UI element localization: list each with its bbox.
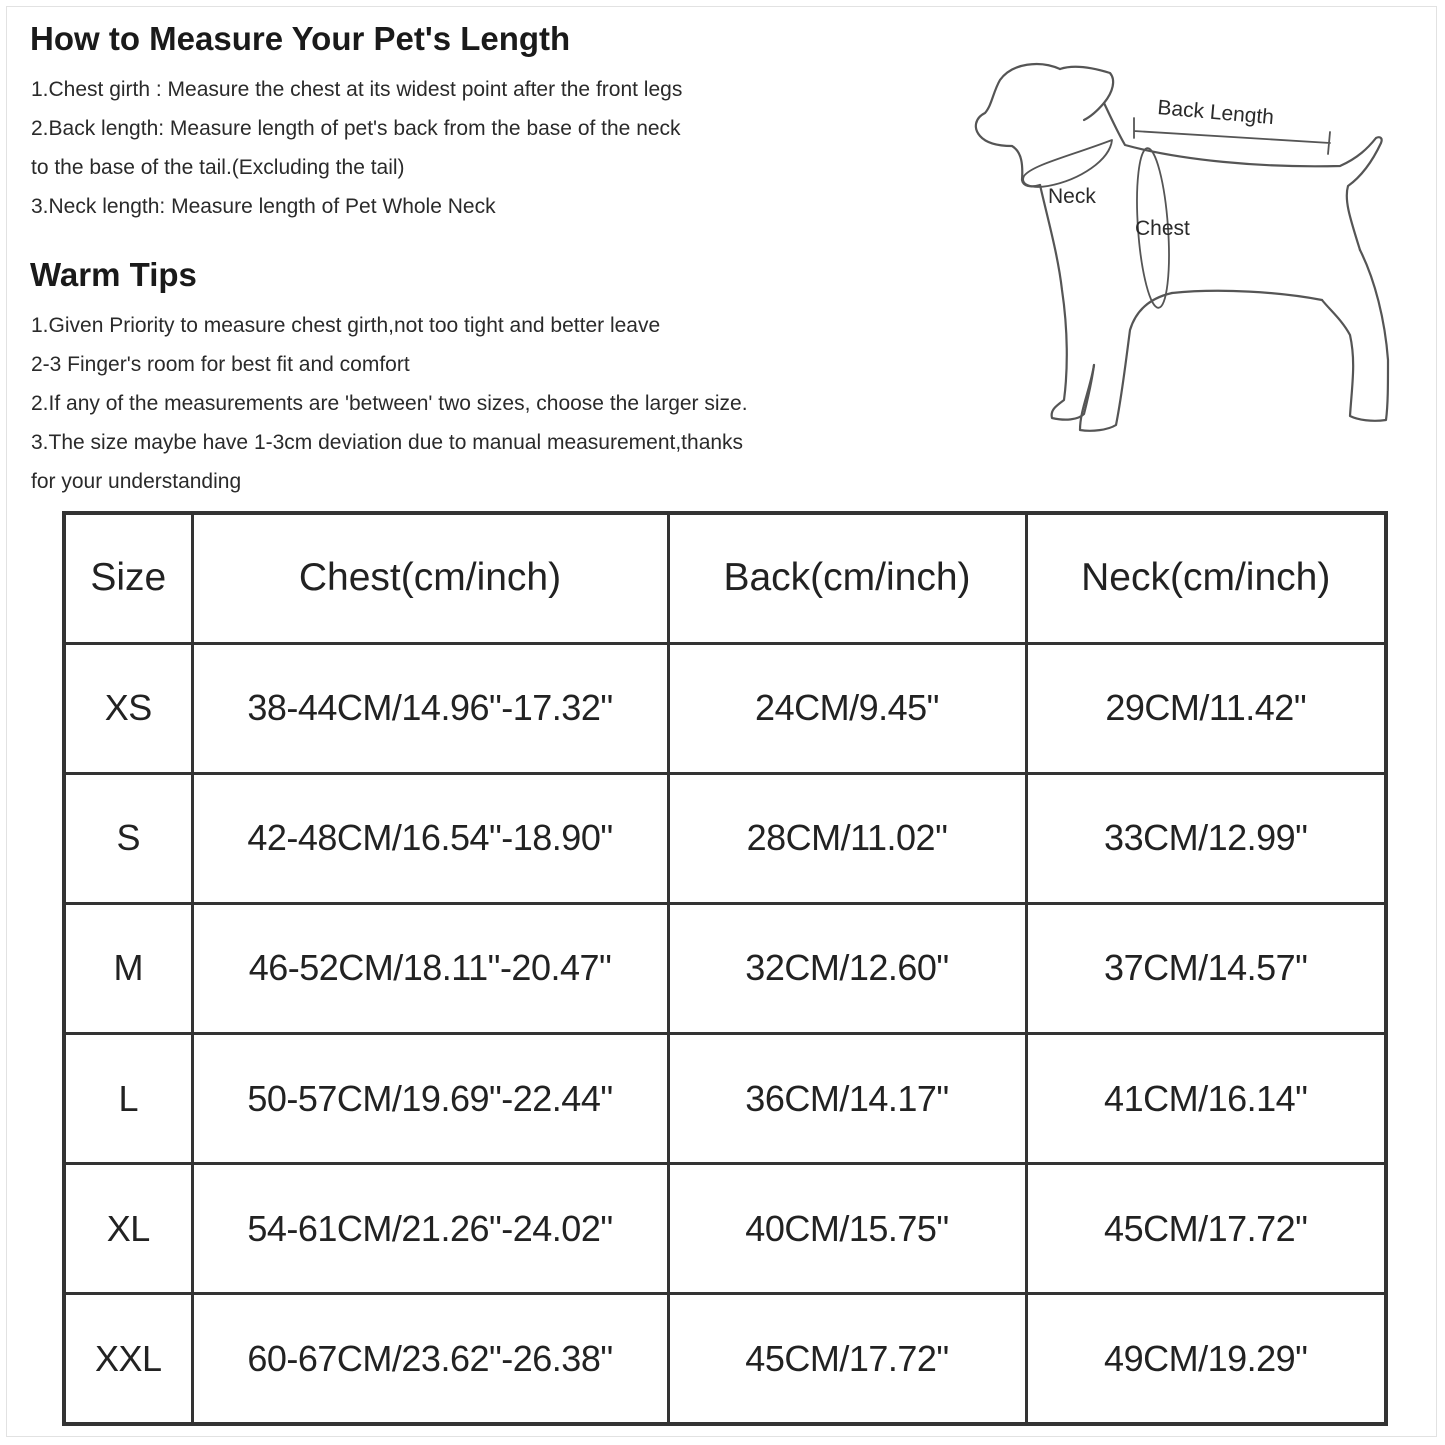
table-row [64, 773, 1386, 903]
table-header-row [64, 513, 1386, 643]
table-row [64, 643, 1386, 773]
tip-line: 2-3 Finger's room for best fit and comfort [31, 353, 410, 376]
chest-cell: 46-52CM/18.11"-20.47" [192, 903, 668, 1033]
measure-line: to the base of the tail.(Excluding the tail) [31, 156, 405, 179]
measure-line: 1.Chest girth : Measure the chest at its widest point after the front legs [31, 78, 683, 101]
chest-cell: 38-44CM/14.96"-17.32" [192, 643, 668, 773]
tip-line: for your understanding [31, 470, 242, 493]
size-cell: XS [64, 643, 192, 773]
tips-title: Warm Tips [30, 256, 197, 293]
size-cell: S [64, 773, 192, 903]
neck-cell: 41CM/16.14" [1026, 1034, 1386, 1164]
dog-hind-leg-outline [1322, 250, 1388, 421]
tips-list [31, 306, 748, 501]
back-cell: 24CM/9.45" [668, 643, 1026, 773]
neck-label: Neck [1048, 185, 1096, 208]
size-cell: XL [64, 1164, 192, 1294]
chest-cell: 42-48CM/16.54"-18.90" [192, 773, 668, 903]
size-chart-table [62, 511, 1388, 1426]
measure-title: How to Measure Your Pet's Length [30, 20, 571, 57]
neck-cell: 37CM/14.57" [1026, 903, 1386, 1033]
tip-line: 3.The size maybe have 1-3cm deviation due to manual measurement,thanks [31, 431, 744, 454]
chest-cell: 50-57CM/19.69"-22.44" [192, 1034, 668, 1164]
size-cell: L [64, 1034, 192, 1164]
header-neck: Neck(cm/inch) [1026, 513, 1386, 643]
header-chest: Chest(cm/inch) [192, 513, 668, 643]
size-cell: XXL [64, 1294, 192, 1424]
header-size: Size [64, 513, 192, 643]
back-cell: 32CM/12.60" [668, 903, 1026, 1033]
chest-cell: 54-61CM/21.26"-24.02" [192, 1164, 668, 1294]
table-row [64, 1034, 1386, 1164]
header-back: Back(cm/inch) [668, 513, 1026, 643]
dog-head-outline [976, 64, 1060, 186]
back-cell: 36CM/14.17" [668, 1034, 1026, 1164]
measure-line: 3.Neck length: Measure length of Pet Whole Neck [31, 195, 496, 218]
neck-collar-line [1023, 140, 1112, 187]
neck-cell: 49CM/19.29" [1026, 1294, 1386, 1424]
back-length-label: Back Length [1156, 96, 1275, 130]
size-cell: M [64, 903, 192, 1033]
dog-measurement-diagram [960, 55, 1400, 455]
dog-ear-outline [1060, 67, 1113, 120]
table-row [64, 1294, 1386, 1424]
measure-instructions [31, 70, 682, 226]
tip-line: 2.If any of the measurements are 'between' two sizes, choose the larger size. [31, 392, 748, 415]
neck-cell: 33CM/12.99" [1026, 773, 1386, 903]
tip-line: 1.Given Priority to measure chest girth,not too tight and better leave [31, 314, 661, 337]
dog-front-leg-outline [1080, 293, 1172, 431]
chest-label: Chest [1135, 217, 1190, 240]
measure-line: 2.Back length: Measure length of pet's back from the base of the neck [31, 117, 681, 140]
back-cell: 45CM/17.72" [668, 1294, 1026, 1424]
neck-cell: 29CM/11.42" [1026, 643, 1386, 773]
dog-belly-outline [1172, 291, 1322, 300]
table-row [64, 903, 1386, 1033]
neck-cell: 45CM/17.72" [1026, 1164, 1386, 1294]
dog-chest-outline [1040, 185, 1094, 420]
back-cell: 28CM/11.02" [668, 773, 1026, 903]
back-cell: 40CM/15.75" [668, 1164, 1026, 1294]
table-row [64, 1164, 1386, 1294]
chest-cell: 60-67CM/23.62"-26.38" [192, 1294, 668, 1424]
